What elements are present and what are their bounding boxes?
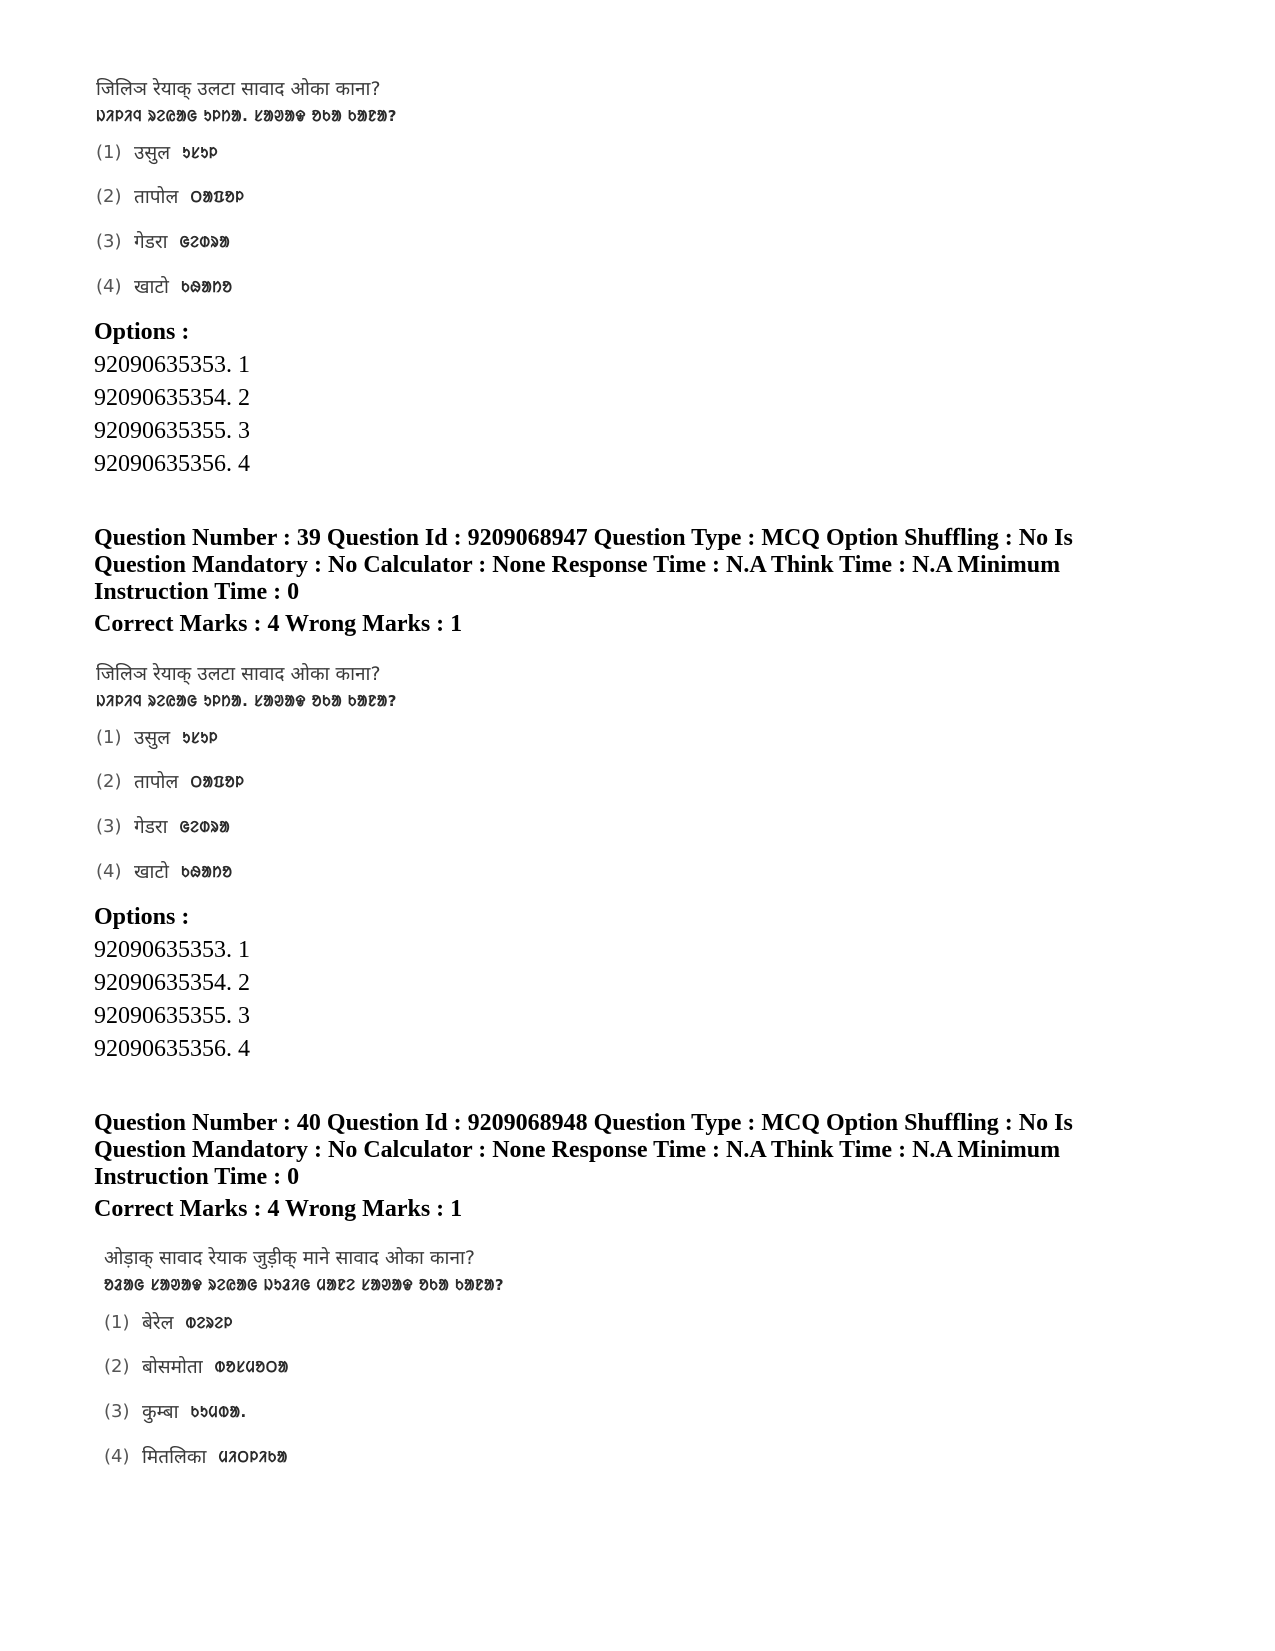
image-option-number: (2) bbox=[96, 771, 122, 792]
image-option-olchiki: ᱛᱟᱯᱚᱞ bbox=[190, 772, 245, 791]
image-option-number: (1) bbox=[104, 1312, 130, 1333]
image-option-devanagari: गेडरा bbox=[134, 230, 168, 253]
image-option-number: (4) bbox=[96, 276, 122, 297]
image-option-devanagari: कुम्बा bbox=[142, 1400, 179, 1423]
image-option-number: (3) bbox=[96, 231, 122, 252]
question-marks: Correct Marks : 4 Wrong Marks : 1 bbox=[94, 1196, 463, 1222]
image-option bbox=[104, 1356, 289, 1378]
option-line: 92090635354. 2 bbox=[94, 385, 250, 411]
image-option-devanagari: खाटो bbox=[134, 860, 169, 883]
image-option bbox=[96, 186, 244, 208]
image-option-devanagari: तापोल bbox=[134, 770, 179, 793]
option-line: 92090635356. 4 bbox=[94, 1036, 250, 1062]
image-option-number: (4) bbox=[104, 1446, 130, 1467]
image-option bbox=[104, 1446, 288, 1468]
option-line: 92090635356. 4 bbox=[94, 451, 250, 477]
question-stem: जिलिञ रेयाक् उलटा सावाद ओका काना? bbox=[96, 663, 381, 685]
option-line: 92090635353. 1 bbox=[94, 937, 250, 963]
question-image bbox=[104, 1247, 505, 1468]
image-option bbox=[96, 142, 218, 164]
question-meta: Question Number : 39 Question Id : 9209068947 Question Type : MCQ Option Shuffling : No Is Question Mandatory : No Calculator : None Response Time : N.A Think Time : N.A Minimum Instruction Time : 0 bbox=[94, 525, 1073, 605]
image-option-number: (1) bbox=[96, 727, 122, 748]
image-option-olchiki: ᱜᱮᱰᱨᱟ bbox=[179, 232, 231, 251]
image-option-number: (2) bbox=[104, 1356, 130, 1377]
image-option-devanagari: बेरेल bbox=[142, 1311, 174, 1334]
image-option-olchiki: ᱵᱚᱥᱢᱚᱛᱟ bbox=[214, 1357, 289, 1376]
image-option-devanagari: उसुल bbox=[134, 141, 171, 164]
question-image bbox=[96, 78, 397, 298]
question-meta: Question Number : 40 Question Id : 9209068948 Question Type : MCQ Option Shuffling : No Is Question Mandatory : No Calculator : None Response Time : N.A Think Time : N.A Minimum Instruction Time : 0 bbox=[94, 1110, 1073, 1190]
image-option-devanagari: खाटो bbox=[134, 275, 169, 298]
image-option-olchiki: ᱛᱟᱯᱚᱞ bbox=[190, 187, 245, 206]
image-option-olchiki: ᱜᱮᱰᱨᱟ bbox=[179, 817, 231, 836]
question-stem: ओड़ाक् सावाद रेयाक जुड़ीक् माने सावाद ओका काना? bbox=[104, 1247, 475, 1269]
image-option-number: (1) bbox=[96, 142, 122, 163]
image-option-devanagari: मितलिका bbox=[142, 1445, 207, 1468]
image-option-devanagari: उसुल bbox=[134, 726, 171, 749]
question-marks: Correct Marks : 4 Wrong Marks : 1 bbox=[94, 611, 463, 637]
question-stem-olchiki: ᱡᱤᱞᱤᱧ ᱨᱮᱭᱟᱜ ᱩᱞᱴᱟ. ᱥᱟᱣᱟᱫ ᱚᱠᱟ ᱠᱟᱱᱟ? bbox=[96, 107, 397, 125]
options-heading: Options : bbox=[94, 319, 190, 345]
image-option-olchiki: ᱩᱥᱩᱞ bbox=[182, 143, 219, 162]
image-option bbox=[96, 231, 230, 253]
image-option bbox=[96, 771, 244, 793]
option-line: 92090635353. 1 bbox=[94, 352, 250, 378]
image-option bbox=[96, 276, 232, 298]
image-option bbox=[104, 1401, 247, 1423]
option-line: 92090635354. 2 bbox=[94, 970, 250, 996]
image-option-olchiki: ᱠᱷᱟᱴᱚ bbox=[180, 277, 233, 296]
image-option-number: (3) bbox=[104, 1401, 130, 1422]
question-stem-olchiki: ᱚᱲᱟᱜ ᱥᱟᱣᱟᱫ ᱨᱮᱭᱟᱜ ᱡᱩᱲᱤᱜ ᱢᱟᱱᱮ ᱥᱟᱣᱟᱫ ᱚᱠᱟ ᱠᱟᱱᱟ? bbox=[104, 1276, 505, 1294]
question-image bbox=[96, 663, 397, 883]
image-option bbox=[96, 816, 230, 838]
image-option-devanagari: बोसमोता bbox=[142, 1355, 203, 1378]
image-option-olchiki: ᱢᱤᱛᱞᱤᱠᱟ bbox=[218, 1447, 288, 1466]
image-option bbox=[104, 1312, 233, 1334]
question-stem-olchiki: ᱡᱤᱞᱤᱧ ᱨᱮᱭᱟᱜ ᱩᱞᱴᱟ. ᱥᱟᱣᱟᱫ ᱚᱠᱟ ᱠᱟᱱᱟ? bbox=[96, 692, 397, 710]
image-option-olchiki: ᱵᱮᱨᱮᱞ bbox=[185, 1313, 233, 1332]
option-line: 92090635355. 3 bbox=[94, 418, 250, 444]
option-line: 92090635355. 3 bbox=[94, 1003, 250, 1029]
image-option-devanagari: तापोल bbox=[134, 185, 179, 208]
image-option bbox=[96, 861, 232, 883]
image-option-number: (3) bbox=[96, 816, 122, 837]
image-option-number: (2) bbox=[96, 186, 122, 207]
image-option-olchiki: ᱠᱷᱟᱴᱚ bbox=[180, 862, 233, 881]
question-stem: जिलिञ रेयाक् उलटा सावाद ओका काना? bbox=[96, 78, 381, 100]
image-option-olchiki: ᱩᱥᱩᱞ bbox=[182, 728, 219, 747]
image-option-olchiki: ᱠᱩᱢᱵᱟ. bbox=[190, 1402, 247, 1421]
options-heading: Options : bbox=[94, 904, 190, 930]
image-option bbox=[96, 727, 218, 749]
image-option-devanagari: गेडरा bbox=[134, 815, 168, 838]
image-option-number: (4) bbox=[96, 861, 122, 882]
